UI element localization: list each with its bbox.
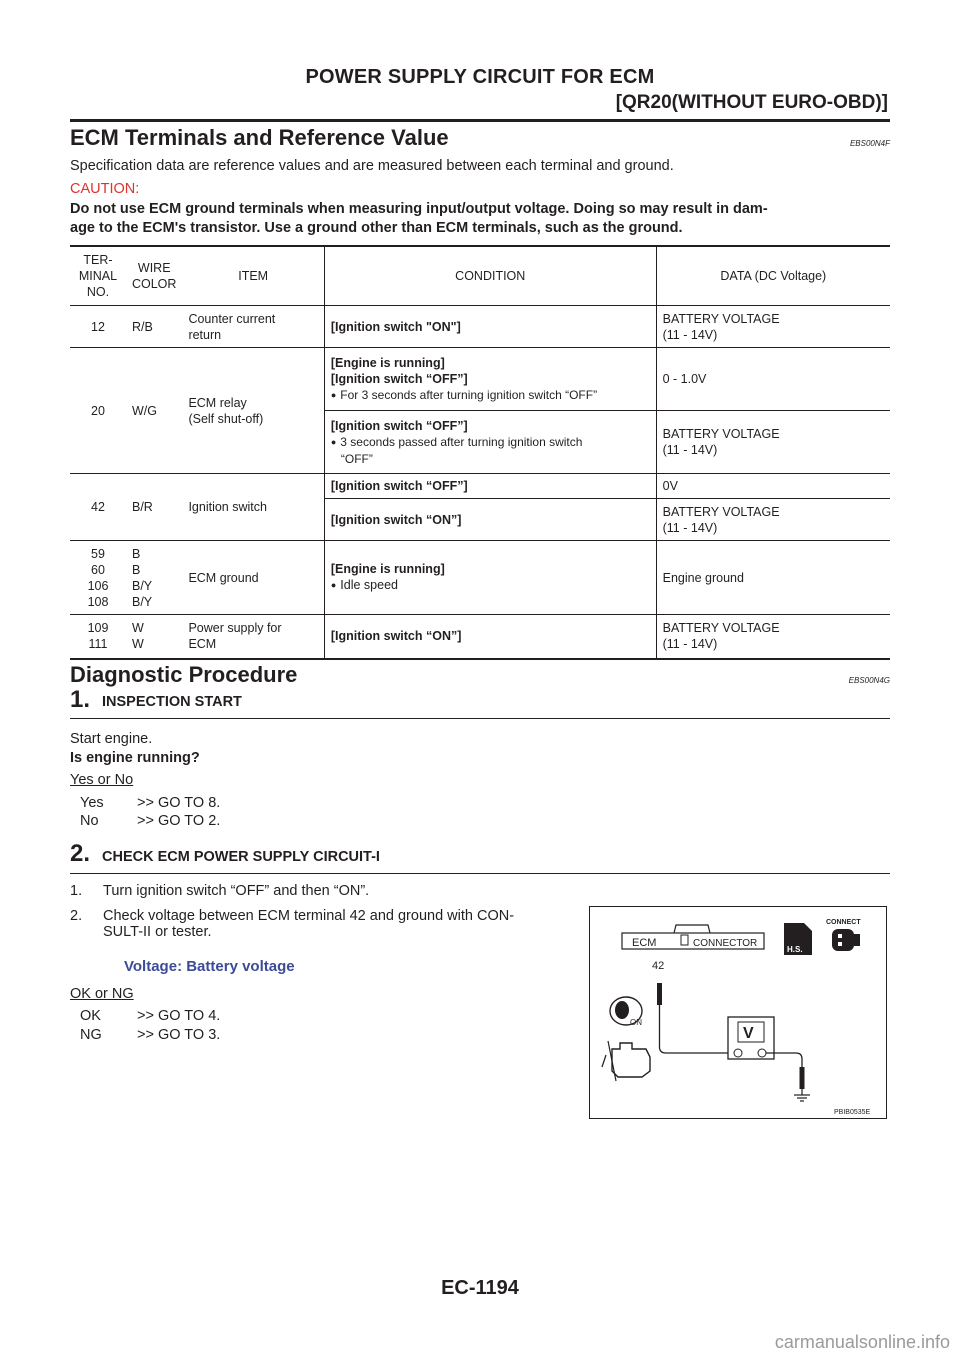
page-header-subtitle: [QR20(WITHOUT EURO-OBD)] [615, 92, 888, 113]
terminal-reference-table [70, 245, 890, 660]
cell-item: ECM relay (Self shut-off) [182, 348, 324, 474]
instruction-text: Check voltage between ECM terminal 42 and ground with CON- SULT-II or tester. [103, 908, 515, 940]
option-action: >> GO TO 4. [137, 1008, 221, 1024]
option-action: >> GO TO 3. [137, 1027, 221, 1043]
step-text: Start engine. [70, 731, 153, 747]
hs-label: H.S. [787, 945, 803, 954]
watermark: carmanualsonline.info [774, 1332, 950, 1352]
section-code-diagnostic: EBS00N4G [848, 676, 890, 685]
connect-label: CONNECT [826, 919, 861, 926]
cell-wire: R/B [126, 306, 182, 348]
option-label: No [80, 813, 99, 829]
on-label: ON [630, 1018, 642, 1027]
cell-wire: B/R [126, 474, 182, 541]
section-title-diagnostic: Diagnostic Procedure [70, 662, 298, 687]
option-label: OK [80, 1008, 101, 1024]
cell-condition: [Ignition switch “OFF”] ● 3 seconds passed after turning ignition switch “OFF” [324, 411, 656, 474]
option-label: Yes [80, 795, 104, 811]
ground-icon [794, 1089, 810, 1101]
header-rule [70, 119, 890, 122]
cell-data: BATTERY VOLTAGE (11 - 14V) [656, 411, 890, 474]
step-title: CHECK ECM POWER SUPPLY CIRCUIT-I [102, 849, 380, 865]
cell-condition: [Ignition switch "ON"] [324, 306, 656, 348]
header-wire-color: WIRE COLOR [126, 246, 182, 306]
page-header-title: POWER SUPPLY CIRCUIT FOR ECM [305, 66, 655, 88]
step-question: Is engine running? [70, 750, 200, 766]
ecm-connector-icon [622, 925, 764, 949]
caution-line: Do not use ECM ground terminals when measuring input/output voltage. Doing so may result in dam- [70, 201, 768, 217]
cell-item: Counter current return [182, 306, 324, 348]
step-rule [70, 718, 890, 719]
caution-text [70, 200, 892, 238]
spec-intro-text: Specification data are reference values and are measured between each terminal and ground. [70, 158, 674, 174]
table-row [70, 474, 890, 499]
cell-terminal: 12 [70, 306, 126, 348]
cell-wire: W W [126, 615, 182, 659]
cell-condition: [Ignition switch “ON”] [324, 615, 656, 659]
cell-data: 0V [656, 474, 890, 499]
cell-item: Power supply for ECM [182, 615, 324, 659]
header-data: DATA (DC Voltage) [656, 246, 890, 306]
header-item: ITEM [182, 246, 324, 306]
cell-terminal: 20 [70, 348, 126, 474]
cell-data: BATTERY VOLTAGE (11 - 14V) [656, 499, 890, 541]
table-row [70, 306, 890, 348]
terminal-number-label: 42 [652, 960, 665, 972]
instruction-text: Turn ignition switch “OFF” and then “ON”. [103, 883, 370, 899]
cell-terminal: 109 111 [70, 615, 126, 659]
cell-condition: [Engine is running] [Ignition switch “OFF”] ● For 3 seconds after turning ignition switch “OFF” [324, 348, 656, 411]
step-rule [70, 873, 890, 874]
cell-condition: [Ignition switch “OFF”] [324, 474, 656, 499]
header-condition: CONDITION [324, 246, 656, 306]
header-terminal-no: TER- MINAL NO. [70, 246, 126, 306]
step-choice: OK or NG [70, 986, 134, 1002]
circuit-diagram [589, 906, 887, 1119]
cell-wire: B B B/Y B/Y [126, 541, 182, 615]
section-code-terminals: EBS00N4F [849, 139, 890, 148]
table-header-row [70, 246, 890, 306]
ignition-key-icon [610, 997, 642, 1027]
cell-item: ECM ground [182, 541, 324, 615]
section-title-terminals: ECM Terminals and Reference Value [70, 125, 449, 150]
instruction-number: 2. [70, 908, 83, 924]
step-title: INSPECTION START [102, 694, 242, 710]
cell-data: 0 - 1.0V [656, 348, 890, 411]
caution-label: CAUTION: [70, 181, 140, 197]
voltage-spec: Voltage: Battery voltage [124, 958, 295, 975]
connect-icon [826, 919, 861, 951]
instruction-number: 1. [70, 883, 83, 899]
harness-side-icon [784, 923, 812, 955]
cell-condition: [Engine is running] ● Idle speed [324, 541, 656, 615]
option-action: >> GO TO 8. [137, 795, 221, 811]
diagram-code: PBIB0535E [834, 1109, 871, 1116]
option-action: >> GO TO 2. [137, 813, 221, 829]
page-number: EC-1194 [441, 1277, 519, 1299]
option-label: NG [80, 1027, 102, 1043]
cell-data: BATTERY VOLTAGE (11 - 14V) [656, 306, 890, 348]
ecm-label: ECM [632, 937, 657, 949]
step-number: 2. [70, 840, 91, 867]
cell-terminal: 59 60 106 108 [70, 541, 126, 615]
meter-label: V [743, 1025, 754, 1042]
table-row [70, 541, 890, 615]
engine-icon [602, 1041, 650, 1081]
table-row [70, 615, 890, 659]
cell-data: BATTERY VOLTAGE (11 - 14V) [656, 615, 890, 659]
connector-label: CONNECTOR [693, 938, 758, 949]
table-row [70, 348, 890, 411]
cell-wire: W/G [126, 348, 182, 474]
step-choice: Yes or No [70, 772, 134, 788]
ground-probe-icon [800, 1067, 805, 1089]
cell-item: Ignition switch [182, 474, 324, 541]
caution-line: age to the ECM's transistor. Use a ground other than ECM terminals, such as the ground. [70, 220, 683, 236]
step-number: 1. [70, 686, 91, 713]
cell-data: Engine ground [656, 541, 890, 615]
cell-terminal: 42 [70, 474, 126, 541]
probe-icon [657, 983, 662, 1005]
cell-condition: [Ignition switch “ON”] [324, 499, 656, 541]
